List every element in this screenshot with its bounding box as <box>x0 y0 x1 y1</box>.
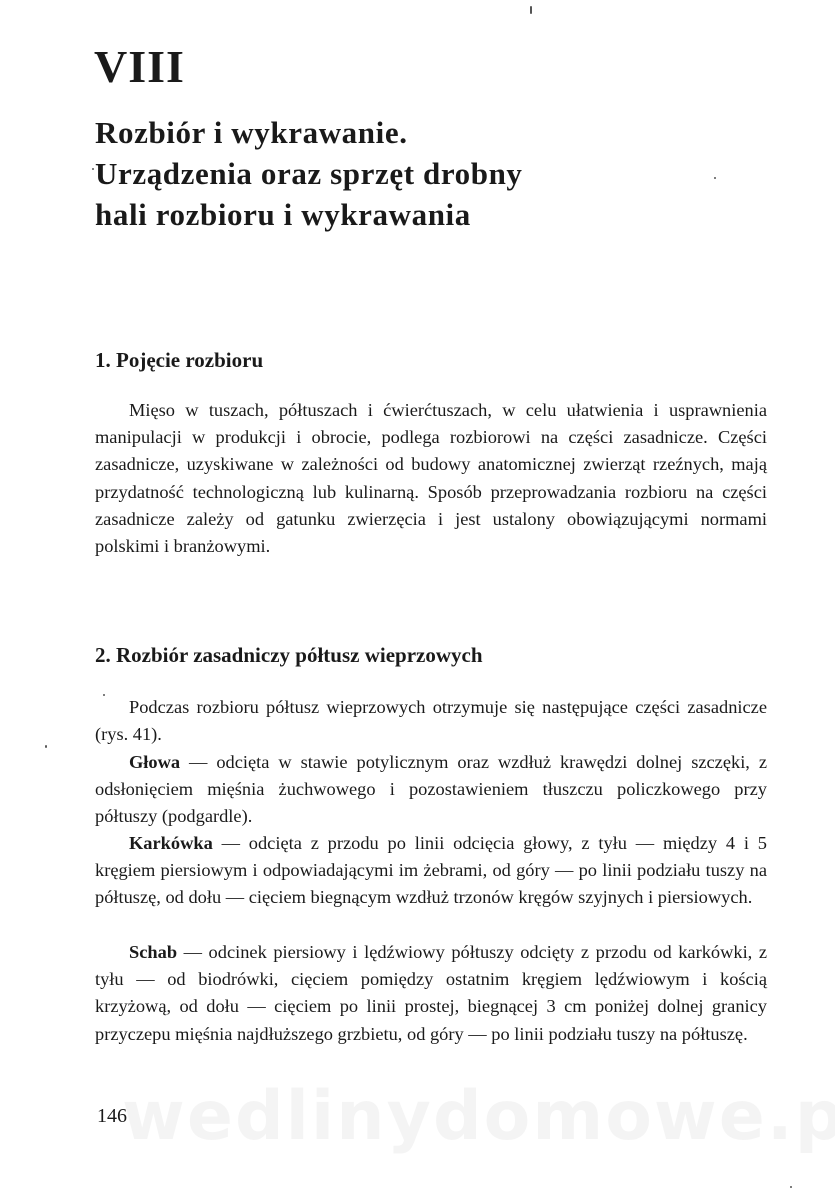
section-heading: 2. Rozbiór zasadniczy półtusz wieprzowych <box>95 643 483 667</box>
paragraph-text: — odcięta z przodu po linii odcięcia głowy, z tyłu — między 4 i 5 kręgiem piersiowym i odpowiadającymi im żebrami, od góry — po linii podziału tuszy na półtuszę, od dołu — cięciem biegnącym wzdłuż trzonów kręgów szyjnych i piersiowych. <box>95 833 767 908</box>
paragraph-lead: Schab <box>129 942 178 962</box>
paragraph <box>95 830 767 912</box>
chapter-number: VIII <box>94 41 185 92</box>
chapter-title-line: hali rozbioru i wykrawania <box>95 197 471 232</box>
watermark <box>122 1083 835 1151</box>
paragraph-lead: Głowa <box>129 752 181 772</box>
scan-speck <box>790 1186 792 1188</box>
page-number: 146 <box>97 1105 127 1127</box>
scan-speck <box>45 745 47 748</box>
paragraph <box>95 397 767 560</box>
scan-speck <box>103 694 105 696</box>
paragraph-lead: Karkówka <box>129 833 213 853</box>
scan-speck <box>714 177 716 179</box>
paragraph-text: — odcięta w stawie potylicznym oraz wzdłuż krawędzi dolnej szczęki, z odsłonięciem mięśnia żuchwowego i pozostawieniem tłuszczu policzkowego przy półtuszy (podgardle). <box>95 752 767 827</box>
scan-speck <box>92 168 94 170</box>
paragraph <box>95 694 767 748</box>
paragraph-text: Podczas rozbioru półtusz wieprzowych otrzymuje się następujące części zasadnicze (rys. 41). <box>95 697 767 745</box>
paragraph <box>95 749 767 831</box>
scan-speck <box>530 6 532 14</box>
chapter-title <box>95 112 745 235</box>
paragraph-text: — odcinek piersiowy i lędźwiowy półtuszy odcięty z przodu od karkówki, z tyłu — od biodrówki, cięciem pomiędzy ostatnim kręgiem lędźwiowym i kością krzyżową, od dołu — cięciem po linii prostej, biegnącej 3 cm poniżej dolnej granicy przyczepu mięśnia najdłuższego grzbietu, od góry — po linii podziału tuszy na półtuszę. <box>95 942 767 1044</box>
paragraph <box>95 939 767 1048</box>
chapter-title-line: Urządzenia oraz sprzęt drobny <box>95 156 523 191</box>
paragraph-text: Mięso w tuszach, półtuszach i ćwierćtuszach, w celu ułatwienia i usprawnienia manipulacji w produkcji i obrocie, podlega rozbiorowi na części zasadnicze. Części zasadnicze, uzyskiwane w zależności od budowy anatomicznej zwierząt rzeźnych, mają przydatność technologiczną lub kulinarną. Sposób przeprowadzania rozbioru na części zasadnicze zależy od gatunku zwierzęcia i jest ustalony obowiązującymi normami polskimi i branżowymi. <box>95 400 767 557</box>
section-heading: 1. Pojęcie rozbioru <box>95 348 264 372</box>
chapter-title-line: Rozbiór i wykrawanie. <box>95 115 408 150</box>
